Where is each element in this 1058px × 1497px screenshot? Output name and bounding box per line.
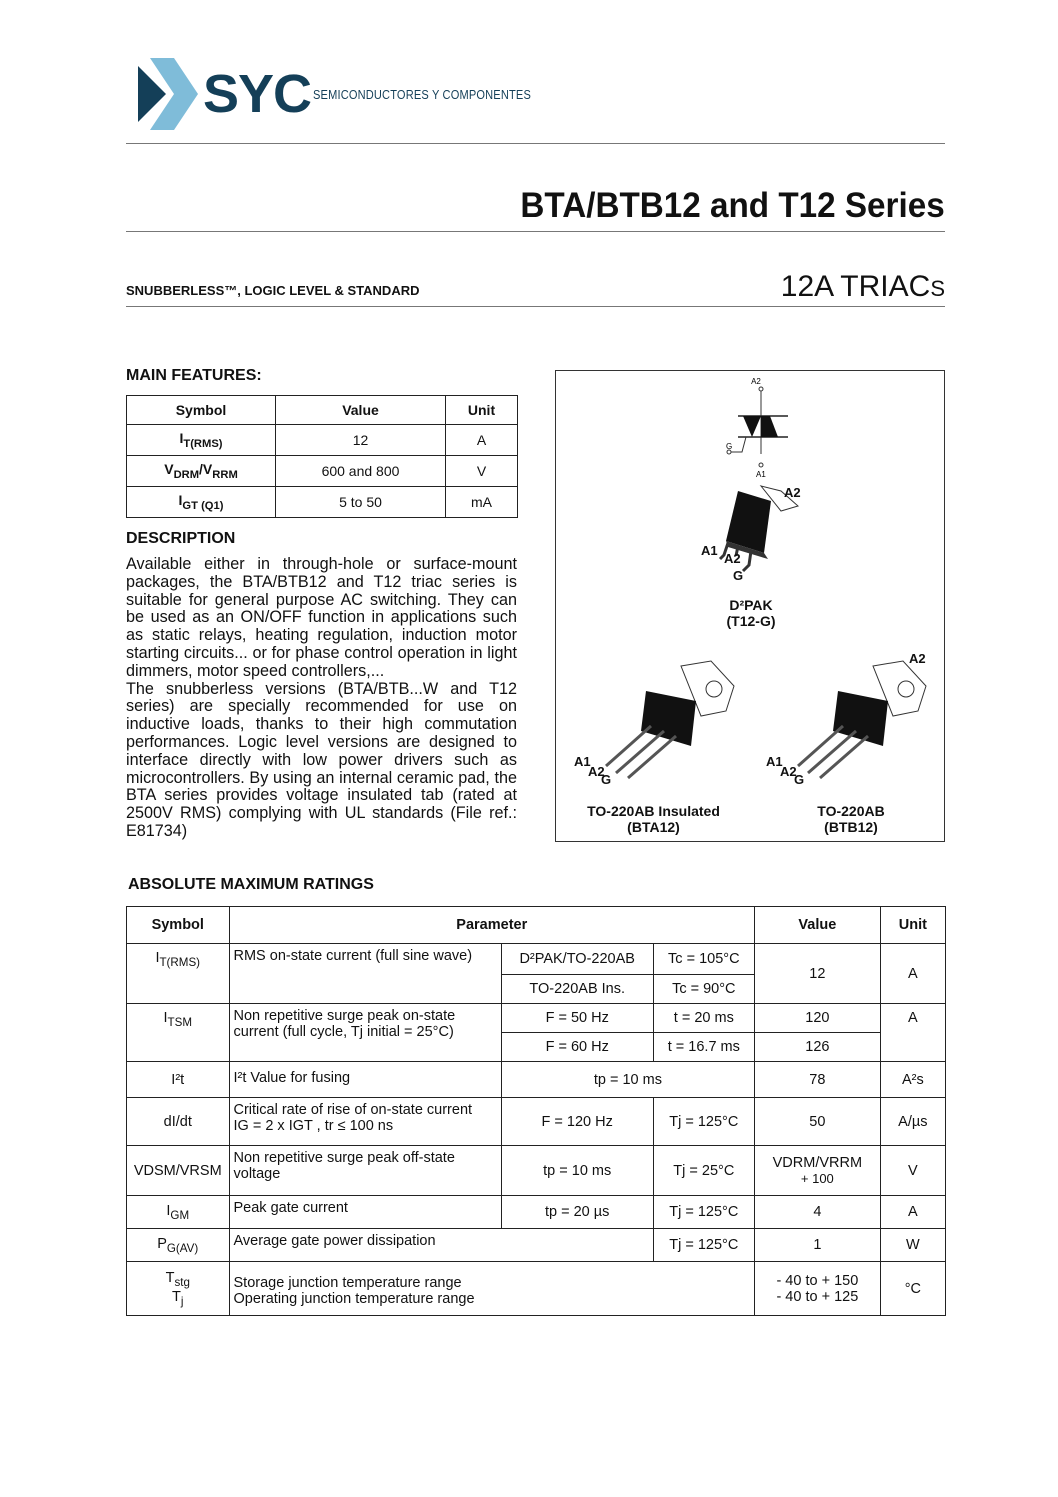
col-unit: Unit <box>880 907 945 944</box>
pin-label: A2 <box>724 551 741 566</box>
pin-label: A2 <box>909 651 926 666</box>
syc-logo-icon <box>138 58 198 130</box>
table-row: $T_{stg}$ $T_j$ Storage junction temperature range Operating junction temperature range - 40 to + 150 - 40 to + 125 °C <box>127 1262 946 1316</box>
description-heading: DESCRIPTION <box>126 530 236 547</box>
to220-package-icon <box>778 651 928 781</box>
main-features-table <box>126 395 518 518</box>
table-row: $I_{GM}$ Peak gate current tp = 20 µs Tj = 125°C 4 A <box>127 1196 946 1229</box>
col-unit: Unit <box>446 396 518 425</box>
divider <box>126 143 945 144</box>
ratings-heading: ABSOLUTE MAXIMUM RATINGS <box>128 876 374 893</box>
table-row: $V_{DRM}/V_{RRM}$ 600 and 800 V <box>127 456 518 487</box>
col-value: Value <box>276 396 446 425</box>
page-subtitle: SNUBBERLESS™, LOGIC LEVEL & STANDARD <box>126 283 420 298</box>
product-type: 12A TRIACS <box>780 270 945 303</box>
pin-label: G <box>794 772 805 787</box>
pin-label: G <box>733 568 744 583</box>
logo-subtitle: SEMICONDUCTORES Y COMPONENTES <box>313 87 531 102</box>
svg-text:A1: A1 <box>756 470 766 479</box>
triac-symbol-icon <box>716 376 796 481</box>
pin-label: A2 <box>588 764 605 779</box>
ratings-table: Symbol Parameter Value Unit $I_{T(RMS)}$ RMS on-state current (full sine wave) D²PAK/TO-220AB Tc = 105°C 12 A TO-220AB Ins. Tc = 90°C $I_{TSM}$ Non repetitive surge peak on-state current (full cycle, Tj initial = 25°C) F = 50 Hz t = 20 ms 120 A F = 60 Hz t = 16.7 ms 126 I²t I²t Value for fusing tp = 10 ms 78 A²s dI/dt Critical rate of rise of on-state current IG = 2 x IGT , tr ≤ 100 ns F = 120 Hz Tj = 125°C 50 A/µs VDSM/VRSM Non repetitive surge peak off-state voltage tp = 10 ms Tj = 25°C VDRM/VRRM + 100 V $I_{GM}$ Peak gate current tp = 20 µs Tj = 125°C 4 A $P_{G(AV)}$ Average gate power dissipation Tj = 125°C 1 W $T_{stg}$ $T_j$ Storage junction temperature range Operating junction temperature range - 40 to + 150 - 40 to + 125 °C <box>126 906 946 1316</box>
col-parameter: Parameter <box>229 907 755 944</box>
pin-label: A1 <box>574 754 591 769</box>
to220-insulated-package-icon <box>586 651 736 781</box>
svg-text:A2: A2 <box>751 377 761 386</box>
pin-label: A2 <box>784 485 801 500</box>
col-symbol: Symbol <box>127 907 230 944</box>
to220-insulated-caption: TO-220AB Insulated (BTA12) <box>587 803 720 835</box>
table-row: dI/dt Critical rate of rise of on-state current IG = 2 x IGT , tr ≤ 100 ns F = 120 Hz Tj = 125°C 50 A/µs <box>127 1098 946 1146</box>
divider <box>126 231 945 232</box>
table-row: VDSM/VRSM Non repetitive surge peak off-state voltage tp = 10 ms Tj = 25°C VDRM/VRRM + 100 V <box>127 1146 946 1196</box>
pin-label: G <box>601 772 612 787</box>
col-value: Value <box>755 907 881 944</box>
logo-text: SYC <box>203 64 312 124</box>
main-features-heading: MAIN FEATURES: <box>126 367 262 384</box>
pin-label: A1 <box>766 754 783 769</box>
to220-caption: TO-220AB (BTB12) <box>817 803 885 835</box>
d2pak-caption: D²PAK (T12-G) <box>726 597 776 629</box>
package-figure <box>555 370 945 842</box>
table-row: $I_{T(RMS)}$ RMS on-state current (full sine wave) D²PAK/TO-220AB Tc = 105°C 12 A <box>127 944 946 975</box>
table-row: $I_{T(RMS)}$ 12 A <box>127 425 518 456</box>
table-row: $P_{G(AV)}$ Average gate power dissipation Tj = 125°C 1 W <box>127 1229 946 1262</box>
table-row: I²t I²t Value for fusing tp = 10 ms 78 A²s <box>127 1062 946 1098</box>
col-symbol: Symbol <box>127 396 276 425</box>
page-title: BTA/BTB12 and T12 Series <box>520 186 945 225</box>
description-text: Available either in through-hole or surface-mount packages, the BTA/BTB12 and T12 triac series is suitable for general purpose AC switching. They can be used as an ON/OFF function in applications such as static relays, heating regulation, induction motor starting circuits... or for phase control operation in light dimmers, motor speed controllers,... The snubberless versions (BTA/BTB...W and T12 series) are specially recommended for use on inductive loads, thanks to their high commutation performances. Logic level versions are designed to interface directly with low power drivers such as microcontrollers. By using an internal ceramic pad, the BTA series provides voltage insulated tab (rated at 2500V RMS) complying with UL standards (File ref.: E81734) <box>126 555 517 840</box>
pin-label: A1 <box>701 543 718 558</box>
table-row: $I_{TSM}$ Non repetitive surge peak on-state current (full cycle, Tj initial = 25°C) F = 50 Hz t = 20 ms 120 A <box>127 1004 946 1033</box>
table-row: $I_{GT (Q1)}$ 5 to 50 mA <box>127 487 518 518</box>
divider <box>126 306 945 307</box>
svg-text:G: G <box>726 442 733 451</box>
pin-label: A2 <box>780 764 797 779</box>
